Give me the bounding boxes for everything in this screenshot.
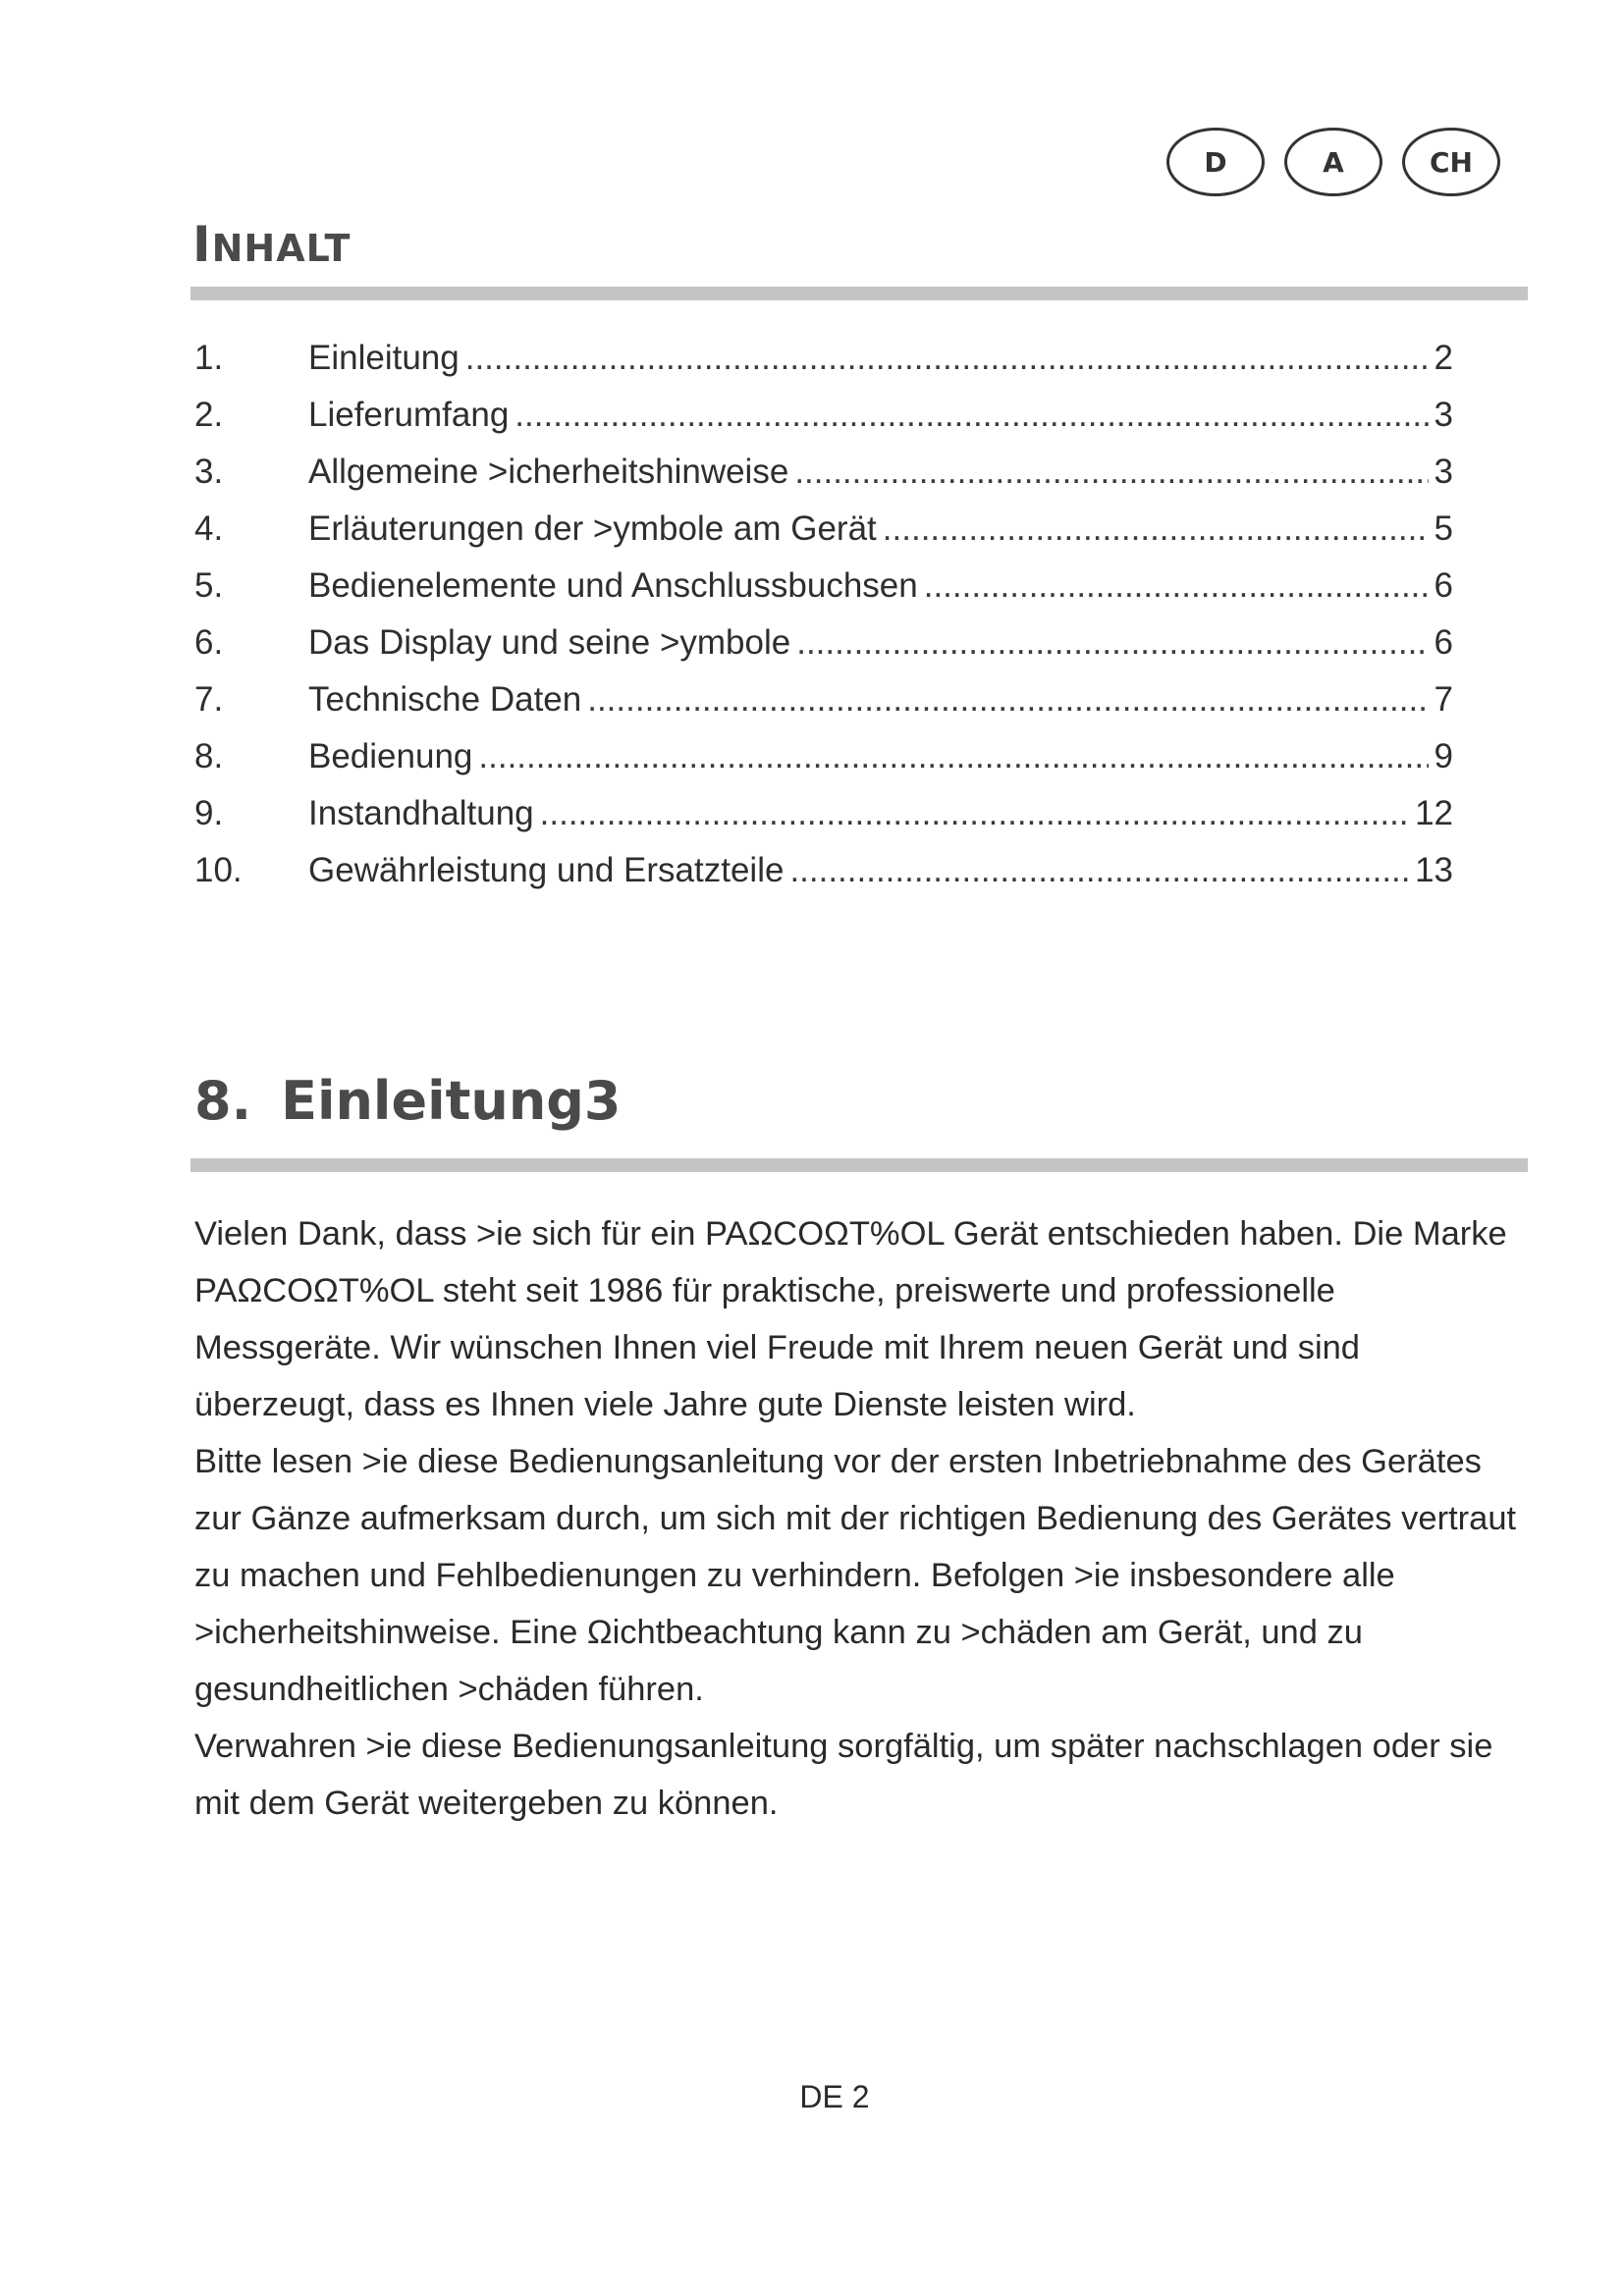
toc-entry-page: 7 [1434, 680, 1453, 719]
toc-leader-dots [478, 737, 1428, 776]
toc-leader-dots [924, 566, 1429, 606]
toc-entry-label: Lieferumfang [308, 396, 510, 434]
toc-entry-label: Erläuterungen der >ymbole am Gerät [308, 509, 877, 548]
toc-entry-label: Das Display und seine >ymbole [308, 623, 791, 662]
toc-entry-label: Bedienelemente und Anschlussbuchsen [308, 566, 918, 605]
toc-leader-dots [587, 680, 1428, 720]
toc-entry-page: 9 [1434, 737, 1453, 775]
toc-entry-9[interactable] [194, 794, 1453, 851]
toc-list [194, 339, 1453, 908]
toc-entry-label: Bedienung [308, 737, 473, 775]
toc-entry-label: Technische Daten [308, 680, 582, 719]
toc-leader-dots [540, 794, 1409, 833]
toc-entry-6[interactable] [194, 623, 1453, 680]
toc-entry-number: 6. [194, 623, 224, 662]
paragraph-instructions: Bitte lesen >ie diese Bedienungsanleitung vor der ersten Inbetriebnahme des Gerätes zur Gänze aufmerksam durch, um sich mit der richtigen Bedienung des Gerätes vertraut zu machen und Fehlbedienungen zu verhindern. Befolgen >ie insbesondere alle >icherheitshinweise. Eine Ωichtbeachtung kann zu >chäden am Gerät, und zu gesundheitlichen >chäden führen. [194, 1443, 1517, 1708]
paragraph-storage: Verwahren >ie diese Bedienungsanleitung sorgfältig, um später nachschlagen oder sie mit dem Gerät weitergeben zu können. [194, 1728, 1493, 1822]
page-number: DE 2 [799, 2079, 870, 2114]
section-number: 8. [194, 1070, 252, 1132]
country-badge-ch: CH [1402, 128, 1500, 196]
toc-entry-page: 5 [1434, 509, 1453, 548]
section-title: Einleitung3 [281, 1070, 622, 1132]
toc-divider [190, 287, 1528, 300]
toc-entry-number: 9. [194, 794, 224, 832]
toc-entry-label: Allgemeine >icherheitshinweise [308, 453, 789, 491]
toc-entry-label: Einleitung [308, 339, 460, 377]
toc-leader-dots [514, 396, 1428, 435]
toc-entry-4[interactable] [194, 509, 1453, 566]
toc-entry-10[interactable] [194, 851, 1453, 908]
toc-entry-number: 5. [194, 566, 224, 605]
toc-entry-number: 10. [194, 851, 243, 889]
toc-entry-number: 8. [194, 737, 224, 775]
toc-entry-page: 6 [1434, 623, 1453, 662]
toc-entry-page: 3 [1434, 396, 1453, 434]
toc-leader-dots [883, 509, 1429, 549]
toc-entry-page: 3 [1434, 453, 1453, 491]
toc-entry-label: Gewährleistung und Ersatzteile [308, 851, 785, 889]
toc-entry-number: 1. [194, 339, 224, 377]
toc-entry-number: 3. [194, 453, 224, 491]
toc-entry-page: 6 [1434, 566, 1453, 605]
country-badges [1166, 128, 1500, 196]
toc-leader-dots [794, 453, 1428, 492]
toc-leader-dots [465, 339, 1429, 378]
toc-entry-1[interactable] [194, 339, 1453, 396]
toc-entry-number: 4. [194, 509, 224, 548]
country-badge-a: A [1284, 128, 1382, 196]
toc-leader-dots [796, 623, 1428, 663]
toc-entry-number: 7. [194, 680, 224, 719]
paragraph-intro: Vielen Dank, dass >ie sich für ein PAΩCOΩT%OL Gerät entschieden haben. Die Marke PAΩCOΩT%OL steht seit 1986 für praktische, preiswerte und professionelle Messgeräte. Wir wünschen Ihnen viel Freude mit Ihrem neuen Gerät und sind überzeugt, dass es Ihnen viele Jahre gute Dienste leisten wird. [194, 1215, 1507, 1423]
toc-leader-dots [789, 851, 1409, 890]
section-heading [194, 1070, 622, 1132]
toc-entry-page: 13 [1415, 851, 1453, 889]
country-badge-d: D [1166, 128, 1265, 196]
toc-entry-3[interactable] [194, 453, 1453, 509]
toc-title-initial: I [192, 216, 212, 273]
toc-entry-label: Instandhaltung [308, 794, 534, 832]
toc-entry-page: 12 [1415, 794, 1453, 832]
section-divider [190, 1158, 1528, 1172]
toc-entry-7[interactable] [194, 680, 1453, 737]
toc-entry-number: 2. [194, 396, 224, 434]
toc-title [192, 216, 351, 273]
toc-title-rest: NHALT [211, 227, 352, 270]
toc-entry-8[interactable] [194, 737, 1453, 794]
section-body [194, 1205, 1522, 1832]
toc-entry-page: 2 [1434, 339, 1453, 377]
toc-entry-2[interactable] [194, 396, 1453, 453]
toc-entry-5[interactable] [194, 566, 1453, 623]
